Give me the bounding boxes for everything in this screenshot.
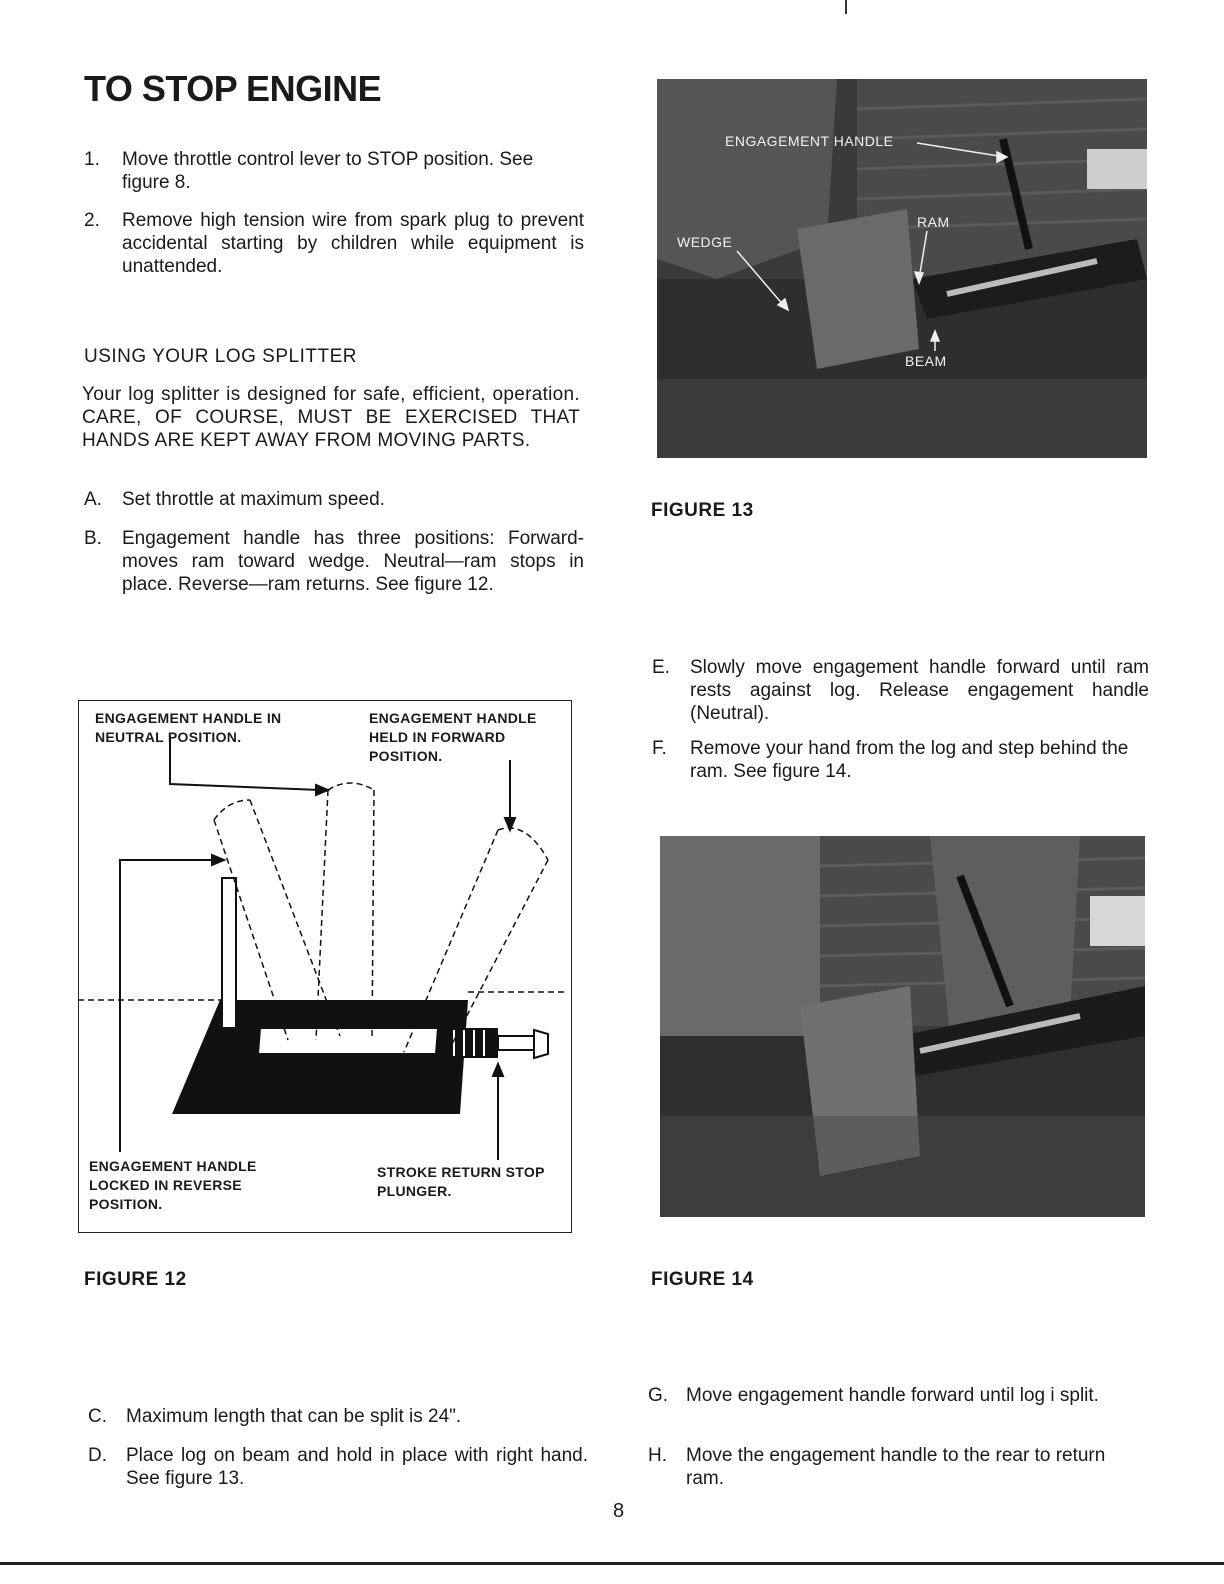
item-text: Move the engagement handle to the rear to return ram. <box>686 1445 1106 1489</box>
item-number: H. <box>648 1445 667 1466</box>
figure-12-caption: FIGURE 12 <box>84 1269 187 1290</box>
figure-13-photo <box>657 79 1147 458</box>
item-text: Maximum length that can be split is 24". <box>126 1406 462 1427</box>
intro-paragraph: Your log splitter is designed for safe, efficient, operation. CARE, OF COURSE, MUST BE EXERCISED THAT HANDS ARE KEPT AWAY FROM MOVING PARTS. <box>82 384 580 451</box>
list-item <box>88 1405 588 1428</box>
section-heading: USING YOUR LOG SPLITTER <box>84 346 357 367</box>
list-item <box>652 656 1149 725</box>
list-item <box>648 1384 1148 1407</box>
list-item <box>84 148 584 194</box>
item-number: A. <box>84 489 102 510</box>
list-item <box>652 737 1149 783</box>
label-reverse: ENGAGEMENT HANDLE LOCKED IN REVERSE POSITION. <box>89 1158 257 1212</box>
list-item <box>84 209 584 278</box>
item-number: G. <box>648 1385 669 1406</box>
label-wedge: WEDGE <box>677 234 733 250</box>
item-number: F. <box>652 738 667 759</box>
item-number: D. <box>88 1445 107 1466</box>
page-title: TO STOP ENGINE <box>84 68 382 109</box>
label-engagement-handle: ENGAGEMENT HANDLE <box>725 133 894 149</box>
item-text: Move throttle control lever to STOP position. See figure 8. <box>122 149 534 193</box>
item-text: Move engagement handle forward until log i split. <box>686 1385 1099 1406</box>
item-text: Remove high tension wire from spark plug to prevent accidental starting by children while equipment is unattended. <box>122 210 584 277</box>
label-plunger: STROKE RETURN STOP PLUNGER. <box>377 1164 545 1199</box>
item-number: C. <box>88 1406 107 1427</box>
list-item <box>648 1444 1148 1490</box>
item-text: Set throttle at maximum speed. <box>122 489 385 510</box>
item-number: 1. <box>84 149 100 170</box>
label-ram: RAM <box>917 214 950 230</box>
label-forward: ENGAGEMENT HANDLE HELD IN FORWARD POSITION. <box>369 710 537 764</box>
bottom-rule <box>0 1562 1224 1565</box>
item-number: 2. <box>84 210 100 231</box>
item-number: B. <box>84 528 102 549</box>
label-neutral: ENGAGEMENT HANDLE IN NEUTRAL POSITION. <box>95 710 282 745</box>
page-number: 8 <box>613 1500 625 1522</box>
label-beam: BEAM <box>905 353 947 369</box>
list-item <box>84 527 584 596</box>
figure-14-photo <box>660 836 1145 1217</box>
figure-12-diagram <box>78 700 572 1233</box>
figure-14-caption: FIGURE 14 <box>651 1269 754 1290</box>
item-text: Remove your hand from the log and step behind the ram. See figure 14. <box>690 738 1129 782</box>
list-item <box>84 488 584 511</box>
engagement-handle-drawing <box>78 700 572 1233</box>
list-item <box>88 1444 588 1490</box>
scan-mark <box>845 0 847 14</box>
item-text: Slowly move engagement handle forward until ram rests against log. Release engagement handle (Neutral). <box>690 657 1149 724</box>
item-number: E. <box>652 657 670 678</box>
figure-13-caption: FIGURE 13 <box>651 500 754 521</box>
item-text: Place log on beam and hold in place with right hand. See figure 13. <box>126 1445 588 1489</box>
item-text: Engagement handle has three positions: Forward-moves ram toward wedge. Neutral—ram stops in place. Reverse—ram returns. See figure 12. <box>122 528 584 595</box>
